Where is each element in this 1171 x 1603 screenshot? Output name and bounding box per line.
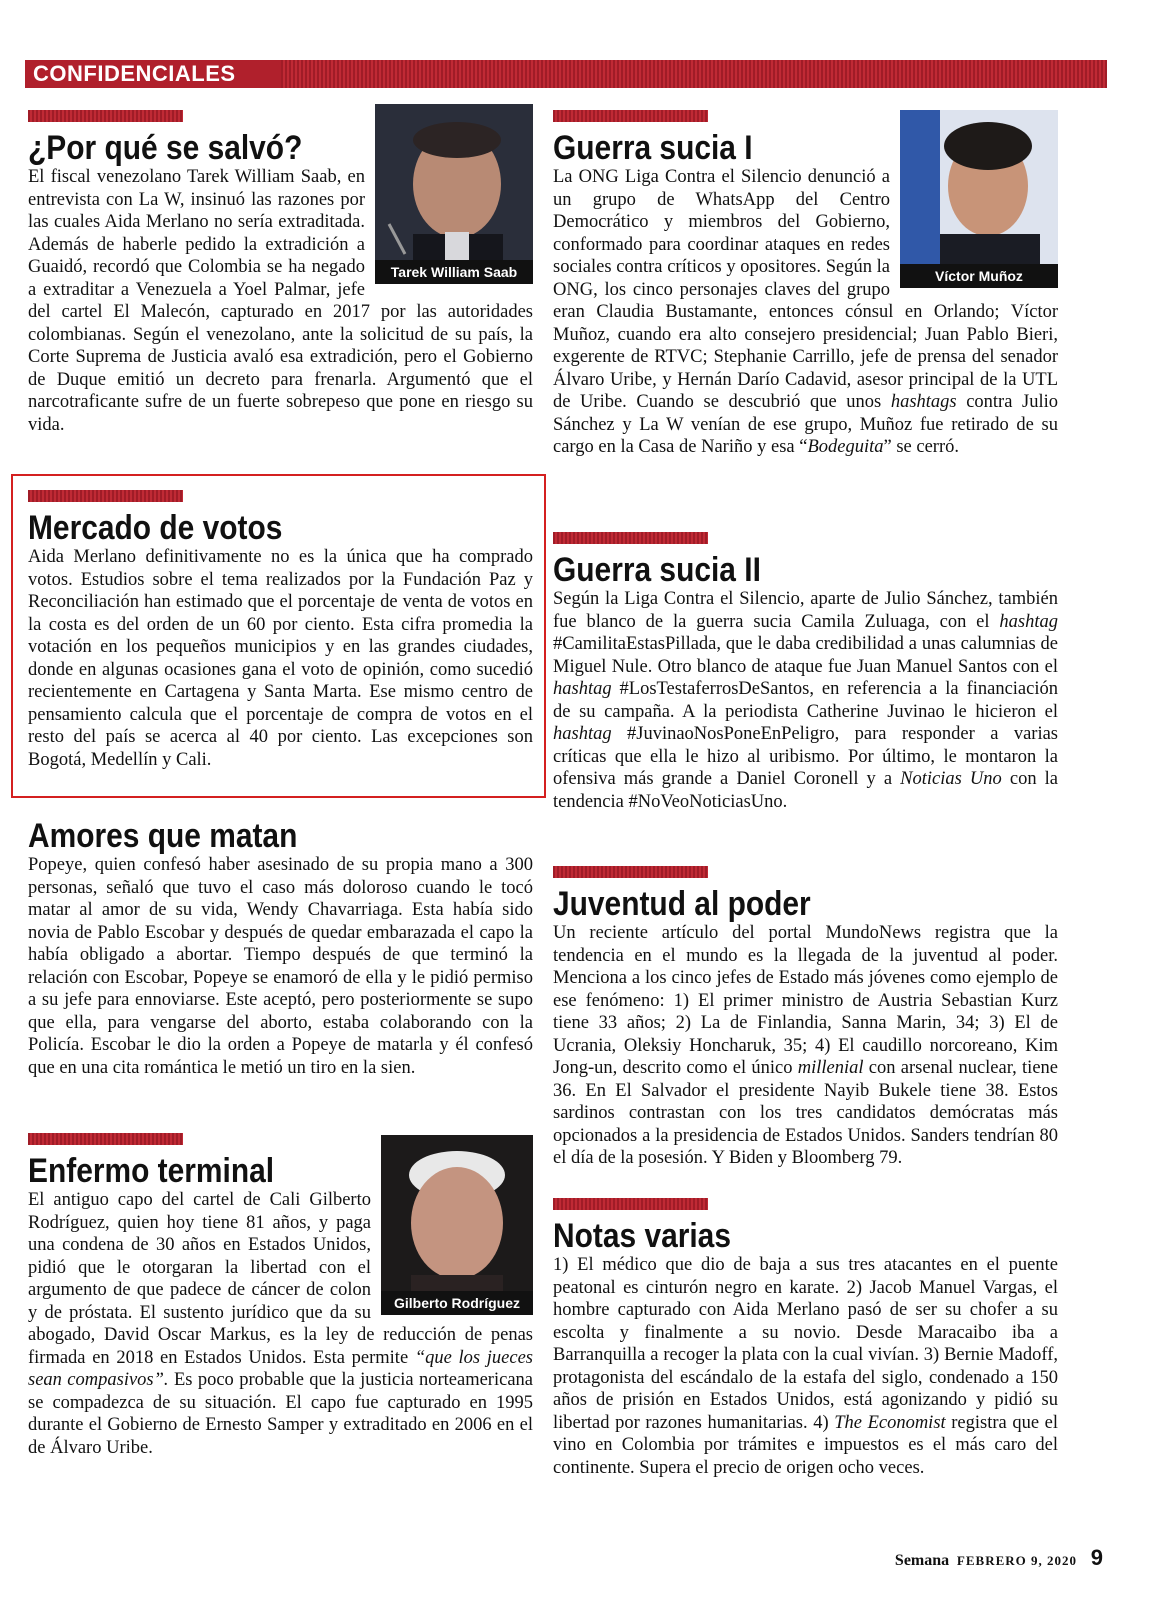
body-text: 1) El médico que dio de baja a sus tres atacantes en el puente peatonal es cinturón negro en karate. 2) Jacob Manuel Vargas, el hombre capturado con Aida Merlano pasó de ser su chofer a su escolta y finalmente a su novio. Desde Maracaibo iba a Barranquilla a recoger la plata con la cual vivían. 3) Bernie Madoff, protagonista del escándalo de la estafa del siglo, condenado a 150 años de prisión en Estados Unidos, está agonizando y pidió su libertad por razones humanitarias. 4) [553, 1255, 1058, 1433]
article-juventud-al-poder [553, 866, 1058, 1170]
article-body [553, 588, 1058, 813]
body-text: registra que el vino en Colombia por trámites e impuestos es el más caro del continente. Supera el precio de origen ocho veces. [553, 1412, 1058, 1478]
article-title: Notas varias [553, 1217, 731, 1255]
body-text: Es poco probable que la justicia norteamericana se compadezca de su situación. El capo fue capturado en 1995 durante el Gobierno de Ernesto Samper y extraditado en 2006 en el de Álvaro Uribe. [28, 1370, 533, 1458]
italic-term: millenial [797, 1058, 864, 1078]
photo-caption: Gilberto Rodríguez [381, 1291, 533, 1315]
photo-caption: Tarek William Saab [375, 260, 533, 284]
italic-term: Noticias Uno [900, 769, 1002, 789]
body-text: Según la Liga Contra el Silencio, aparte de Julio Sánchez, también fue blanco de la guerra sucia Camila Zuluaga, con el [553, 589, 1058, 632]
article-title: Enfermo terminal [28, 1152, 275, 1190]
quote: “que los jueces sean compasivos”. [28, 1347, 533, 1390]
article-rule [28, 490, 183, 502]
body-text: El antiguo capo del cartel de Cali Gilberto Rodríguez, quien hoy tiene 81 años, y paga una condena de 30 años en Estados Unidos, pidió que le otorgaran la libertad con el argumento de que padece de cáncer de colon y de próstata. El sustento jurídico que da su abogado, David Oscar Markus, es la ley de reducción de penas firmada en 2018 en Estados Unidos. Esta permite [28, 1190, 533, 1368]
article-title: Amores que matan [28, 817, 298, 855]
article-title: Mercado de votos [28, 509, 283, 547]
section-header-label: CONFIDENCIALES [25, 60, 281, 88]
body-text: con arsenal nuclear, tiene 36. En El Salvador el presidente Nayib Bukele tiene 38. Estos sardinos contrastan con los tres candidatos demócratas más opcionados a la presidencia de Estados Unidos. Sanders tendrían 80 el día de la posesión. Y Biden y Bloomberg 79. [553, 1058, 1058, 1168]
body-text: La ONG Liga Contra el Silencio denunció a un grupo de WhatsApp del Centro Democrático y miembros del Gobierno, conformado para coordinar ataques en redes sociales contra críticos y opositores. Según la ONG, los cinco personajes claves del grupo eran Claudia Bustamante, entonces cónsul en Orlando; Víctor Muñoz, cuando era alto consejero presidencial; Juan Pablo Bieri, exgerente de RTVC; Stephanie Carrillo, jefe de prensa del senador Álvaro Uribe, y Hernán Darío Cadavid, asesor principal de la UTL de Uribe. Cuando se descubrió que unos [553, 167, 1058, 412]
page-number: 9 [1090, 1545, 1103, 1570]
body-text: ” se cerró. [883, 437, 959, 457]
article-body: El fiscal venezolano Tarek William Saab, en entrevista con La W, insinuó las razones por las cuales Aida Merlano no sería extraditada. Además de haberle pedido la extradición a Guaidó, recordó que Colombia se ha negado a extraditar a Venezuela a Yoel Palmar, jefe del cartel El Malecón, capturado en 2017 por las autoridades colombianas. Según el venezolano, ante la solicitud de su país, la Corte Suprema de Justicia avaló esa extradición, pero el Gobierno de Duque emitió un decreto para frenarla. Argumentó que el narcotraficante sufre de un fuerte sobrepeso que pone en riesgo su vida. [28, 167, 533, 435]
italic-term: hashtag [999, 611, 1058, 632]
body-text: #LosTestaferrosDeSantos, en referencia a la financiación de su campaña. A la periodista Catherine Juvinao le hicieron el [553, 679, 1058, 722]
body-text: #JuvinaoNosPoneEnPeligro, para responder a varias críticas que ella le hizo al uribismo. Por último, le montaron la ofensiva más grande a Daniel Coronell y a [553, 724, 1058, 789]
body-text: #CamilitaEstasPillada, que le daba credibilidad a unas calumnias de Miguel Nule. Otro blanco de ataque fue Juan Manuel Santos con el [553, 634, 1058, 677]
article-guerra-sucia-2 [553, 532, 1058, 813]
section-header-bar [25, 60, 1107, 88]
article-body: Popeye, quien confesó haber asesinado de su propia mano a 300 personas, señaló que tuvo el caso más doloroso cuando le tocó matar al amor de su vida, Wendy Chavarriaga. Esta había sido novia de Pablo Escobar y después de quedar embarazada el capo la había obligado a abortar. Tiempo después de que terminó la relación con Escobar, Popeye se enamoró de ella y le pidió permiso a su jefe para ennoviarse. Este aceptó, pero posteriormente se supo que ella, para vengarse del aborto, estaba colaborando con la Policía. Escobar le dio la orden a Popeye de matarla y él confesó que en una cita romántica le metió un tiro en la sien. [28, 855, 533, 1078]
article-por-que-se-salvo [28, 110, 533, 436]
italic-term: hashtag [553, 679, 612, 699]
article-body [553, 1254, 1058, 1479]
magazine-name: Semana [894, 1552, 950, 1569]
article-rule [553, 1198, 708, 1210]
article-body [553, 922, 1058, 1170]
article-title: ¿Por qué se salvó? [28, 129, 303, 167]
article-notas-varias [553, 1198, 1058, 1479]
article-rule [553, 110, 708, 122]
italic-term: Bodeguita [807, 437, 884, 457]
article-enfermo-terminal [28, 1133, 533, 1459]
body-text: con la tendencia #NoVeoNoticiasUno. [553, 769, 1058, 812]
article-title: Juventud al poder [553, 885, 811, 923]
italic-term: The Economist [834, 1412, 946, 1433]
body-text: Un reciente artículo del portal MundoNews registra que la tendencia en el mundo es la llegada de la juventud al poder. Menciona a los cinco jefes de Estado más jóvenes como ejemplo de ese fenómeno: 1) El primer ministro de Austria Sebastian Kurz tiene 33 años; 2) La de Finlandia, Sanna Marin, 34; 3) El de Ucrania, Oleksiy Honcharuk, 35; 4) El caudillo norcoreano, Kim Jong-un, descrito como el único [553, 923, 1058, 1078]
italic-term: hashtags [890, 392, 957, 412]
italic-term: hashtag [553, 724, 612, 744]
header-pattern [281, 60, 1107, 88]
article-guerra-sucia-1 [553, 110, 1058, 459]
article-rule [553, 866, 708, 878]
photo-caption: Víctor Muñoz [900, 264, 1058, 288]
article-amores-que-matan [28, 818, 533, 1079]
article-title: Guerra sucia I [553, 129, 753, 167]
article-body: Aida Merlano definitivamente no es la única que ha comprado votos. Estudios sobre el tema realizados por la Fundación Paz y Reconciliación han estimado que el porcentaje de venta de votos en la costa es del orden de un 60 por ciento. Esta cifra promedia la votación en los pequeños municipios y en las grandes ciudades, donde en algunas ocasiones gana el voto de opinión, como sucedió recientemente en Cartagena y Santa Marta. Ese mismo centro de pensamiento calcula que el porcentaje de compra de votos en el resto del país se acerca al 40 por ciento. Las excepciones son Bogotá, Medellín y Cali. [28, 547, 533, 770]
issue-date: FEBRERO 9, 2020 [956, 1553, 1077, 1568]
article-title: Guerra sucia II [553, 551, 761, 589]
article-rule [28, 1133, 183, 1145]
article-mercado-de-votos [28, 490, 533, 771]
article-rule [28, 110, 183, 122]
page-footer [895, 1545, 1103, 1571]
body-text: contra Julio Sánchez y La W venían de ese grupo, Muñoz fue retirado de su cargo en la Casa de Nariño y esa “ [553, 392, 1058, 457]
article-rule [553, 532, 708, 544]
